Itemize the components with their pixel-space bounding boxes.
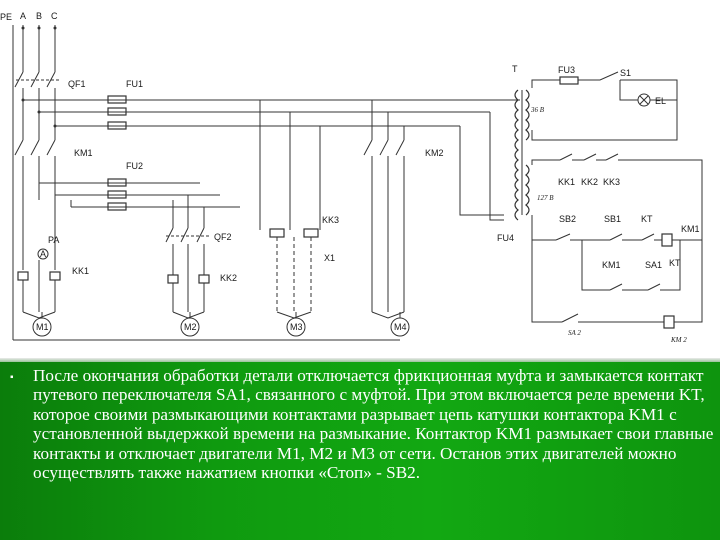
fu3-label: FU3 bbox=[558, 65, 576, 75]
pe-label: PE bbox=[0, 12, 13, 22]
sa2-label: SA 2 bbox=[568, 329, 581, 337]
transformer bbox=[460, 90, 529, 220]
transformer-label: T bbox=[512, 64, 518, 74]
m4-branch bbox=[364, 100, 404, 318]
km2-coil-label: KM 2 bbox=[671, 336, 687, 344]
sb1-label: SB1 bbox=[604, 214, 622, 224]
motor-m1-label: M1 bbox=[36, 322, 49, 332]
qf1-label: QF1 bbox=[68, 79, 86, 89]
motor-m4-label: M4 bbox=[394, 322, 407, 332]
motor-m3-label: M3 bbox=[290, 322, 303, 332]
slide-body-text: После окончания обработки детали отключается фрикционная муфта и замыкается контакт путевого переключателя SA1, связанного с муфтой. При этом включается реле времени KT, которое своими размыкающими контактами разрывает цепь катушки контактора KM1 с установленной выдержкой времени на размыкание. Контактор KM1 размыкает свои главные контакты и отключает двигатели M1, M2 и M3 от сети. Останов этих двигателей можно осуществлять также нажатием кнопки «Стоп» - SB2. bbox=[33, 366, 714, 483]
km1-coil-label: KM1 bbox=[681, 224, 700, 234]
km1-contact-label: KM1 bbox=[602, 260, 621, 270]
phase-c-label: C bbox=[51, 11, 58, 21]
kk3-label: KK3 bbox=[322, 215, 340, 225]
kk2-contact-label: KK2 bbox=[581, 177, 599, 187]
el-label: EL bbox=[655, 96, 667, 106]
sa1-label: SA1 bbox=[645, 260, 663, 270]
motor-m2-label: M2 bbox=[184, 322, 197, 332]
fu2-label: FU2 bbox=[126, 161, 144, 171]
fu4-label: FU4 bbox=[497, 233, 515, 243]
m2-branch bbox=[166, 195, 210, 318]
kt-contact-label: KT bbox=[669, 258, 681, 268]
kk2-label: KK2 bbox=[220, 273, 238, 283]
motors bbox=[13, 312, 409, 340]
fu1-label: FU1 bbox=[126, 79, 144, 89]
m3-branch bbox=[260, 100, 320, 318]
phase-a-label: A bbox=[20, 11, 27, 21]
x1-label: X1 bbox=[324, 253, 336, 263]
kk1-label: KK1 bbox=[72, 266, 90, 276]
s1-label: S1 bbox=[620, 68, 632, 78]
sb2-label: SB2 bbox=[559, 214, 577, 224]
phase-b-label: B bbox=[36, 11, 43, 21]
km1-label: KM1 bbox=[74, 148, 93, 158]
bullet-icon: ▪ bbox=[10, 372, 14, 383]
lighting-circuit bbox=[532, 72, 677, 140]
ammeter-symbol: A bbox=[40, 249, 47, 259]
voltage-36-label: 36 B bbox=[531, 106, 545, 114]
km2-label: KM2 bbox=[425, 148, 444, 158]
kk3-contact-label: KK3 bbox=[603, 177, 621, 187]
kt-coil-label: KT bbox=[641, 214, 653, 224]
voltage-127-label: 127 B bbox=[537, 194, 554, 202]
fu2-bus bbox=[39, 179, 240, 210]
kk1-contact-label: KK1 bbox=[558, 177, 576, 187]
qf2-label: QF2 bbox=[214, 232, 232, 242]
pa-label: PA bbox=[48, 235, 60, 245]
fu1-bus bbox=[22, 96, 521, 129]
